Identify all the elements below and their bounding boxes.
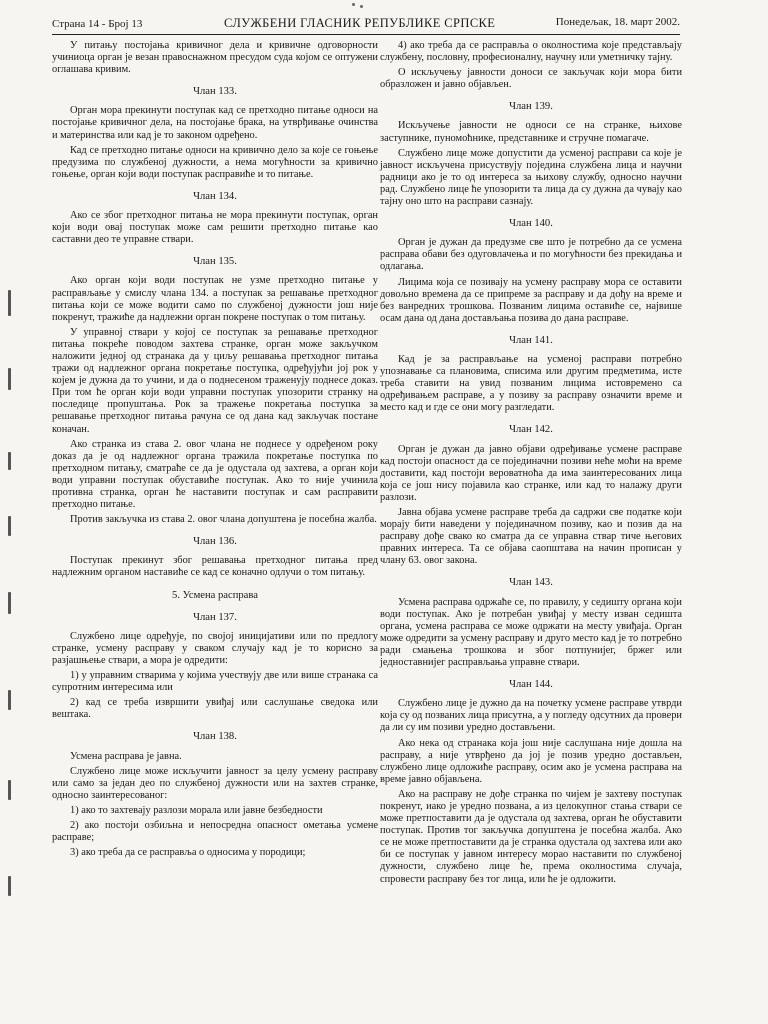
scan-margin-mark (8, 592, 11, 614)
paragraph: Ако странка из става 2. овог члана не поднесе у одређеном року доказ да је од надлежног органа тражила покретање поступка по претходном питању, сматраће се да је одустала од захтева, а орган који води управни поступак обуставиће поступак. Ако то није учинила противна странка, орган ће наставити поступак и сам расправити претходно питање. (52, 438, 378, 511)
article-heading: Члан 133. (193, 86, 237, 98)
scan-margin-mark (8, 690, 11, 710)
scan-margin-mark (8, 516, 11, 536)
paragraph: Орган је дужан да јавно објави одређивање усмене расправе кад постоји опасност да се појединачни позиви неће моћи на време доставити, кад постоји вероватноћа да има заинтересованих лица која се још нису појавила као странке, или кад то налажу други разлози. (380, 443, 682, 503)
paragraph: Кад се претходно питање односи на кривично дело за које се гоњење предузима по службеној дужности, а нема могућности за кривично гоњење, орган који води поступак расправиће и то питање. (52, 144, 378, 180)
article-heading: 5. Усмена расправа (172, 589, 258, 601)
article-heading: Члан 136. (193, 536, 237, 548)
scan-margin-mark (8, 780, 11, 800)
paragraph: 2) ако постоји озбиљна и непосредна опасност ометања усмене расправе; (52, 819, 378, 844)
paragraph: Кад је за расправљање на усменој расправи потребно упознавање са плановима, списима или другим предметима, исте треба ставити на увид позваним лицима истовремено са одређивањем расправе, а у позиву за расправу означити време и место кад и где се они могу разгледати. (380, 353, 682, 414)
paragraph: Лицима која се позивају на усмену расправу мора се оставити довољно времена да се припреме за расправу и да дођу на време и без ванредних трошкова. Позваним лицима оставиће се, највише осам дана од дана достављања позива до дана расправе. (380, 276, 682, 324)
page-number: Страна 14 - Број 13 (52, 18, 143, 30)
paragraph: У управној ствари у којој се поступак за решавање претходног питања покреће поводом захтева странке, орган може закључком наложити једној од странака да у циљу решавања претходног питања тражи од надлежног органа покретање поступка, одређујући јој рок у којем је дужна да то учини, и да о поднесеном траженују поднесе доказ. При том ће орган који води управни поступак упозорити странку на последице пропуштања. Рок за тражење покретања поступка за решавање претходног питања рачуна се од дана кад закључак постане коначан. (52, 326, 378, 435)
paragraph: У питању постојања кривичног дела и кривичне одговорности учиниоца орган је везан правоснажном пресудом суда којом се оптужени оглашава кривим. (52, 40, 378, 76)
article-heading: Члан 140. (509, 218, 553, 230)
article-heading: Члан 143. (509, 577, 553, 589)
paragraph: Службено лице може допустити да усменој расправи са које је јавност искључена присуствују поједина службена лица и научни радници ако је то од интереса за њихову службу, односно научни рад. Службено лице ће упозорити та лица да су дужна да чувају као тајну оно што на расправи сазнају. (380, 147, 682, 208)
paragraph: 2) кад се треба извршити увиђај или саслушање сведока или вештака. (52, 697, 378, 721)
paragraph: 1) у управним стварима у којима учествују две или више странака са супротним интересима или (52, 670, 378, 694)
paragraph: О искључењу јавности доноси се закључак који мора бити образложен и јавно објављен. (380, 67, 682, 91)
issue-date: Понедељак, 18. март 2002. (555, 16, 680, 28)
paragraph: Ако нека од странака која још није саслушана није дошла на расправу, а није утврђено да јој је позив уредно достављен, службено лице одложиће расправу, осим ако је усмена расправа на време јавно објављена. (380, 737, 682, 785)
paragraph: Ако се због претходног питања не мора прекинути поступак, орган који води овај поступак може сам решити претходно питање као саставни део те управне ствари. (52, 210, 378, 246)
article-heading: Члан 139. (509, 101, 553, 113)
paragraph: Службено лице одређује, по својој иницијативи или по предлогу странке, усмену расправу у сваком случају кад је то корисно за разјашњење ствари, а мора је одредити: (52, 630, 378, 666)
paragraph: Орган мора прекинути поступак кад се претходно питање односи на постојање кривичног дела, на постојање брака, на утврђивање очинства и материнства или кад је то законом одређено. (52, 105, 378, 141)
paragraph: Службено лице је дужно да на почетку усмене расправе утврди која су од позваних лица присутна, а у погледу одсутних да провери да ли су им позиви уредно достављени. (380, 698, 682, 734)
scan-speck (360, 5, 363, 8)
paragraph: Службено лице може искључити јавност за целу усмену расправу или само за један део по службеној дужности или на захтев странке, односно заинтересованог: (52, 765, 378, 801)
scan-margin-mark (8, 290, 11, 316)
right-text-column (380, 40, 682, 889)
paragraph: Поступак прекинут због решавања претходног питања пред надлежним органом наставиће се кад се коначно одлучи о том питању. (52, 555, 378, 579)
paragraph: Јавна објава усмене расправе треба да садржи све податке који морају бити наведени у појединачном позиву, као и позив да на расправу дође свако ко сматра да се управна ствар тиче његових правних интереса. Та се објава саопштава на начин прописан у члану 63. овог закона. (380, 507, 682, 567)
scan-margin-mark (8, 876, 11, 896)
paragraph: Усмена расправа одржаће се, по правилу, у седишту органа који води поступак. Ако је потребан увиђај у месту изван седишта органа, усмена расправа се може одржати на месту увиђаја. Орган може одредити за усмену расправу и друго место кад је то потребно ради смањења трошкова и због потпунијег, бржег или једноставнијег расправљања управне ствари. (380, 596, 682, 669)
paragraph: 3) ако треба да се расправља о односима у породици; (70, 847, 306, 859)
article-heading: Члан 135. (193, 256, 237, 268)
scan-margin-mark (8, 452, 11, 470)
article-heading: Члан 138. (193, 731, 237, 743)
paragraph: Орган је дужан да предузме све што је потребно да се усмена расправа обави без одуговлачења и по могућности без прекидања и одлагања. (380, 237, 682, 273)
paragraph: Ако на расправу не дође странка по чијем је захтеву поступак покренут, иако је уредно позвана, а из целокупног стања ствари се може претпоставити да је одустала од захтева, орган ће обуставити поступак. Против тог закључка допуштена је посебна жалба. Ако се не може претпоставити да је странка одустала од захтева или ако би се поступак у јавном интересу морао наставити по службеној дужности, службено лице ће, према околностима случаја, спровести расправу без тог лица, или ће је одложити. (380, 788, 682, 885)
page-header (52, 12, 680, 35)
paragraph: 4) ако треба да се расправља о околностима које представљају службену, пословну, професионалну, научну или уметничку тајну. (380, 40, 682, 64)
article-heading: Члан 142. (509, 424, 553, 436)
paragraph: Ако орган који води поступак не узме претходно питање у расправљање у смислу члана 134. а поступак за решавање претходног питања који се може водити само по службеној дужности још није покренут, тражиће да надлежни орган покрене поступак о том питању. (52, 275, 378, 323)
left-text-column (52, 40, 378, 862)
article-heading: Члан 141. (509, 334, 553, 346)
paragraph: 1) ако то захтевају разлози морала или јавне безбедности (70, 804, 323, 816)
gazette-title: СЛУЖБЕНИ ГЛАСНИК РЕПУБЛИКЕ СРПСКЕ (224, 16, 496, 30)
scan-margin-mark (8, 368, 11, 390)
article-heading: Члан 134. (193, 190, 237, 202)
paragraph: Против закључка из става 2. овог члана допуштена је посебна жалба. (70, 514, 377, 526)
article-heading: Члан 144. (509, 679, 553, 691)
scan-speck (352, 3, 355, 6)
paragraph: Усмена расправа је јавна. (70, 750, 182, 762)
paragraph: Искључење јавности не односи се на странке, њихове заступнике, пуномоћнике, представнике и стручне помагаче. (380, 120, 682, 144)
article-heading: Члан 137. (193, 611, 237, 623)
